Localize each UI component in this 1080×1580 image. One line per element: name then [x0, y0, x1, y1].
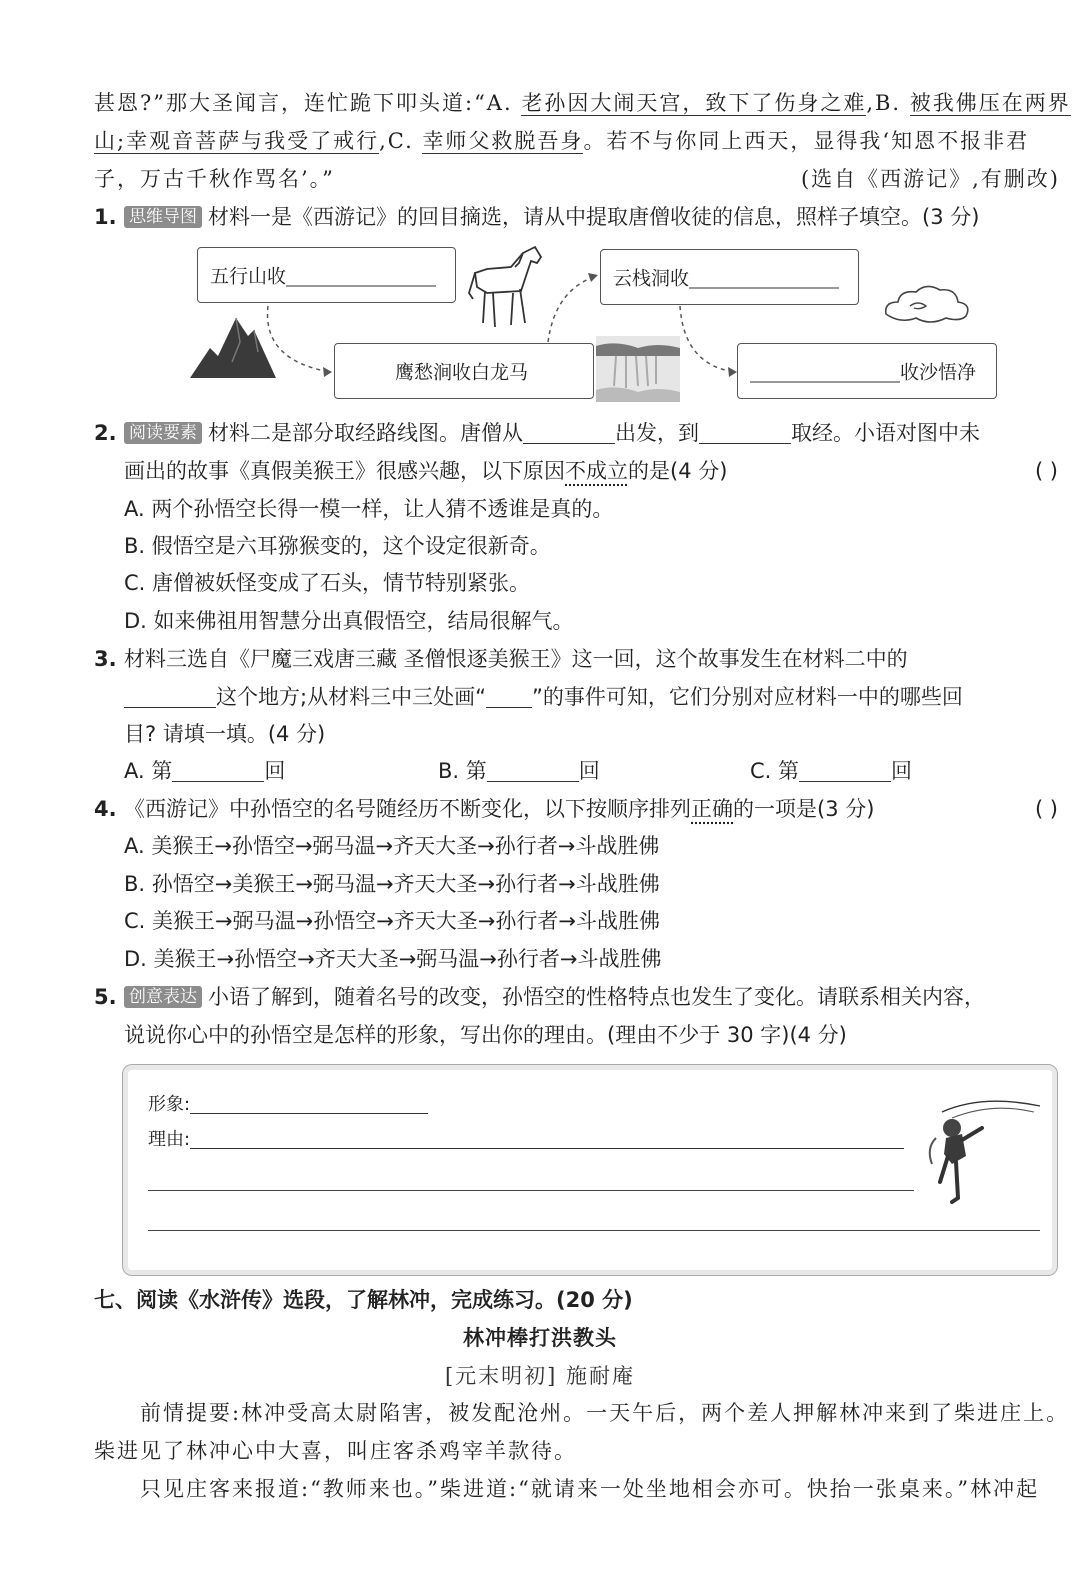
question-3: 3. 材料三选自《尸魔三戏唐三藏 圣僧恨逐美猴王》这一回，这个故事发生在材料二中的: [94, 647, 908, 671]
waterfall-icon: [596, 336, 680, 402]
label-reason: 理由:: [148, 1125, 1080, 1155]
blank-chapter-b[interactable]: [487, 759, 579, 782]
article-paragraph-1-line-1: 前情提要:林冲受高太尉陷害，被发配沧州。一天午后，两个差人押解林冲来到了柴进庄上。: [140, 1401, 1070, 1425]
q2-option-b: B. 假悟空是六耳猕猴变的，这个设定很新奇。: [124, 534, 551, 558]
horse-icon: [465, 243, 545, 333]
input-image[interactable]: [190, 1093, 428, 1114]
question-2-line-2: 画出的故事《真假美猴王》很感兴趣，以下原因不成立的是(4 分): [124, 459, 728, 483]
tag-mind-map: 思维导图: [124, 206, 202, 228]
question-4: 4. 《西游记》中孙悟空的名号随经历不断变化，以下按顺序排列正确的一项是(3 分): [94, 797, 875, 821]
question-5: 5. 创意表达 小语了解到，随着名号的改变，孙悟空的性格特点也发生了变化。请联系相关内容，: [94, 985, 985, 1009]
input-reason-line-3[interactable]: [148, 1230, 1040, 1231]
passage-line-3: 子，万古千秋作骂名’。”: [94, 167, 335, 191]
mindmap-box-yingchoujian: 鹰愁涧收白龙马: [334, 343, 594, 399]
q3-fill-b: B. 第 回: [438, 759, 600, 783]
input-reason-line-1[interactable]: [190, 1128, 904, 1149]
q2-option-a: A. 两个孙悟空长得一模一样，让人猜不透谁是真的。: [124, 497, 614, 521]
section-7-heading: 七、阅读《水浒传》选段，了解林冲，完成练习。(20 分): [94, 1288, 633, 1312]
question-3-line-3: 目? 请填一填。(4 分): [124, 722, 326, 746]
q2-option-c: C. 唐僧被妖怪变成了石头，情节特别紧张。: [124, 571, 531, 595]
q4-option-b: B. 孙悟空→美猴王→弼马温→齐天大圣→孙行者→斗战胜佛: [124, 872, 660, 896]
blank-marked-events[interactable]: [486, 685, 532, 708]
q4-option-a: A. 美猴王→孙悟空→弼马温→齐天大圣→孙行者→斗战胜佛: [124, 834, 660, 858]
answer-paren-q2[interactable]: ( ): [1034, 459, 1058, 483]
q3-fill-c: C. 第 回: [750, 759, 913, 783]
question-1: 1. 思维导图 材料一是《西游记》的回目摘选，请从中提取唐僧收徒的信息，照样子填空。(3 分): [94, 205, 980, 229]
passage-line-1: 甚恩?”那大圣闻言，连忙跪下叩头道:“A. 老孙因大闹天宫，致下了伤身之难,B. 被我佛压在两界: [94, 91, 1071, 115]
passage-line-2: 山;幸观音菩萨与我受了戒行,C. 幸师父救脱吾身。若不与你同上西天，显得我‘知恩不报非君: [94, 129, 1030, 153]
question-3-line-2: 这个地方;从材料三中三处画“ ”的事件可知，它们分别对应材料一中的哪些回: [124, 682, 1080, 712]
blank-chapter-a[interactable]: [172, 759, 264, 782]
article-title: 林冲棒打洪教头: [463, 1326, 617, 1350]
article-author: [元末明初] 施耐庵: [444, 1364, 636, 1388]
tag-reading-elements: 阅读要素: [124, 422, 202, 444]
blank-destination[interactable]: [699, 421, 791, 444]
q2-option-d: D. 如来佛祖用智慧分出真假悟空，结局很解气。: [124, 609, 574, 633]
q3-fill-a: A. 第 回: [124, 759, 286, 783]
blank-start-place[interactable]: [523, 421, 615, 444]
article-paragraph-1-line-2: 柴进见了林冲心中大喜，叫庄客杀鸡宰羊款待。: [94, 1439, 577, 1463]
label-image: 形象:: [148, 1090, 1080, 1120]
mindmap-box-yunzhandong: 云栈洞收: [600, 249, 859, 305]
tag-creative-expression: 创意表达: [124, 986, 202, 1008]
mindmap-connectors: [0, 0, 1080, 420]
blank-chapter-c[interactable]: [799, 759, 891, 782]
question-2: 2. 阅读要素 材料二是部分取经路线图。唐僧从 出发，到 取经。小语对图中未: [94, 421, 980, 445]
mindmap-box-shawujing: 收沙悟净: [737, 343, 997, 399]
monkey-king-icon: [922, 1098, 1042, 1208]
emphasis-dots: 正确: [691, 797, 733, 821]
passage-source: (选自《西游记》,有删改): [800, 167, 1060, 191]
article-paragraph-2-line-1: 只见庄客来报道:“教师来也。”柴进道:“就请来一处坐地相会亦可。快抬一张桌来。”林冲起: [140, 1477, 1040, 1501]
blank-location[interactable]: [124, 685, 216, 708]
q4-option-d: D. 美猴王→孙悟空→齐天大圣→弼马温→孙行者→斗战胜佛: [124, 947, 662, 971]
question-5-line-2: 说说你心中的孙悟空是怎样的形象，写出你的理由。(理由不少于 30 字)(4 分): [124, 1023, 847, 1047]
mountain-icon: [188, 312, 278, 380]
cloud-icon: [880, 282, 972, 326]
input-reason-line-2[interactable]: [148, 1190, 914, 1191]
emphasis-dots: 不成立: [565, 459, 628, 483]
mindmap-box-wuxingshan: 五行山收: [197, 247, 456, 303]
q4-option-c: C. 美猴王→弼马温→孙悟空→齐天大圣→孙行者→斗战胜佛: [124, 909, 660, 933]
answer-paren-q4[interactable]: ( ): [1034, 797, 1058, 821]
